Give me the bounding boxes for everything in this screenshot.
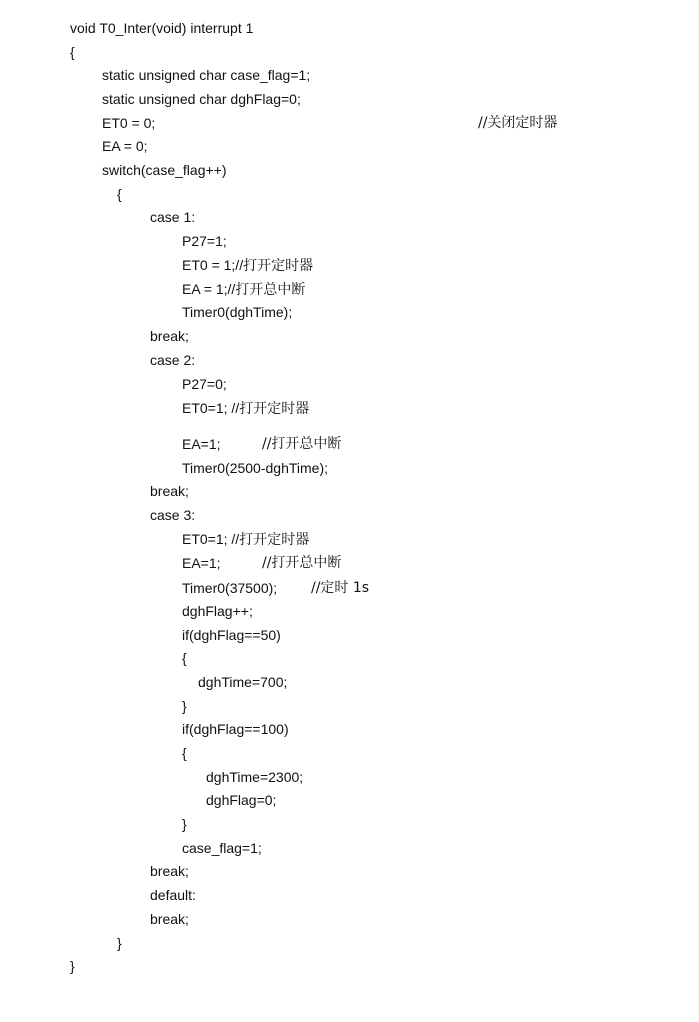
code-comment: //定时 1s [311, 580, 370, 596]
code-line: { [117, 186, 122, 202]
code-line: switch(case_flag++) [102, 162, 227, 178]
code-line: if(dghFlag==100) [182, 721, 289, 737]
code-line: case_flag=1; [182, 840, 262, 856]
code-line: Timer0(2500-dghTime); [182, 460, 329, 476]
code-line: case 3: [150, 507, 196, 523]
code-line: EA = 0; [102, 138, 148, 154]
code-line: } [182, 698, 187, 714]
code-line: dghTime=2300; [206, 769, 304, 785]
code-line: } [117, 935, 122, 951]
code-line: dghFlag=0; [206, 792, 277, 808]
code-line: default: [150, 887, 196, 903]
code-line: static unsigned char case_flag=1; [102, 67, 311, 83]
code-line: Timer0(37500); [182, 580, 278, 596]
code-line: void T0_Inter(void) interrupt 1 [70, 20, 254, 36]
code-line: } [70, 958, 75, 974]
code-line: dghTime=700; [198, 674, 288, 690]
code-line: P27=0; [182, 376, 227, 392]
code-line: } [182, 816, 187, 832]
code-line: ET0 = 0; [102, 115, 156, 131]
code-line: break; [150, 483, 189, 499]
code-line: { [182, 650, 187, 666]
code-line: ET0 = 1;//打开定时器 [182, 257, 314, 273]
code-comment: //打开总中断 [262, 555, 342, 571]
code-line: break; [150, 328, 189, 344]
code-line: { [182, 745, 187, 761]
code-line: case 1: [150, 209, 196, 225]
code-line: P27=1; [182, 233, 227, 249]
code-line: ET0=1; //打开定时器 [182, 400, 310, 416]
code-line: static unsigned char dghFlag=0; [102, 91, 301, 107]
code-line: case 2: [150, 352, 196, 368]
code-line: EA = 1;//打开总中断 [182, 281, 306, 297]
code-line: EA=1; [182, 555, 221, 571]
code-line: Timer0(dghTime); [182, 304, 293, 320]
code-line: if(dghFlag==50) [182, 627, 281, 643]
code-line: dghFlag++; [182, 603, 253, 619]
code-comment: //打开总中断 [262, 436, 342, 452]
code-line: { [70, 44, 75, 60]
code-comment: //关闭定时器 [478, 115, 558, 131]
code-line: EA=1; [182, 436, 221, 452]
code-line: ET0=1; //打开定时器 [182, 531, 310, 547]
code-line: break; [150, 911, 189, 927]
code-line: break; [150, 863, 189, 879]
